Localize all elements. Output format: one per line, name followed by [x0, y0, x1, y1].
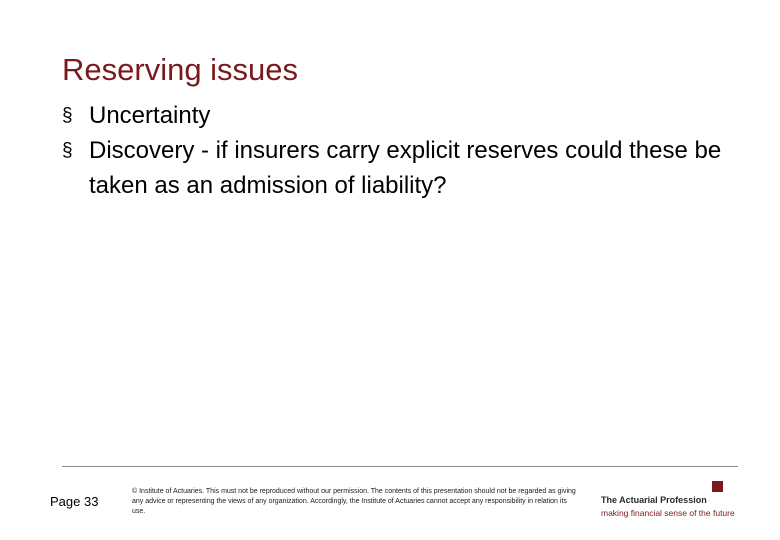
actuarial-profession-logo [601, 481, 751, 521]
logo-tagline: making financial sense of the future [601, 508, 735, 518]
page-number: Page 33 [50, 494, 99, 509]
copyright-notice: © Institute of Actuaries. This must not be reproduced without our permission. The contents of this presentation should not be regarded as giving any advice or representing the views of any organization. Accordingly, the Institute of Actuaries cannot accept any responsibility in relation its use. [132, 488, 576, 515]
bullet-item [62, 98, 722, 133]
bullet-item [62, 133, 722, 203]
logo-square-icon [712, 481, 723, 492]
bullet-text: Uncertainty [89, 102, 211, 129]
bullet-marker-icon: § [62, 105, 73, 126]
bullet-list [62, 98, 722, 203]
bullet-marker-icon: § [62, 140, 73, 161]
footer-divider [62, 466, 738, 467]
logo-name: The Actuarial Profession [601, 495, 707, 505]
bullet-text: Discovery - if insurers carry explicit reserves could these be taken as an admission of liability? [89, 137, 722, 199]
slide-title: Reserving issues [62, 52, 299, 87]
